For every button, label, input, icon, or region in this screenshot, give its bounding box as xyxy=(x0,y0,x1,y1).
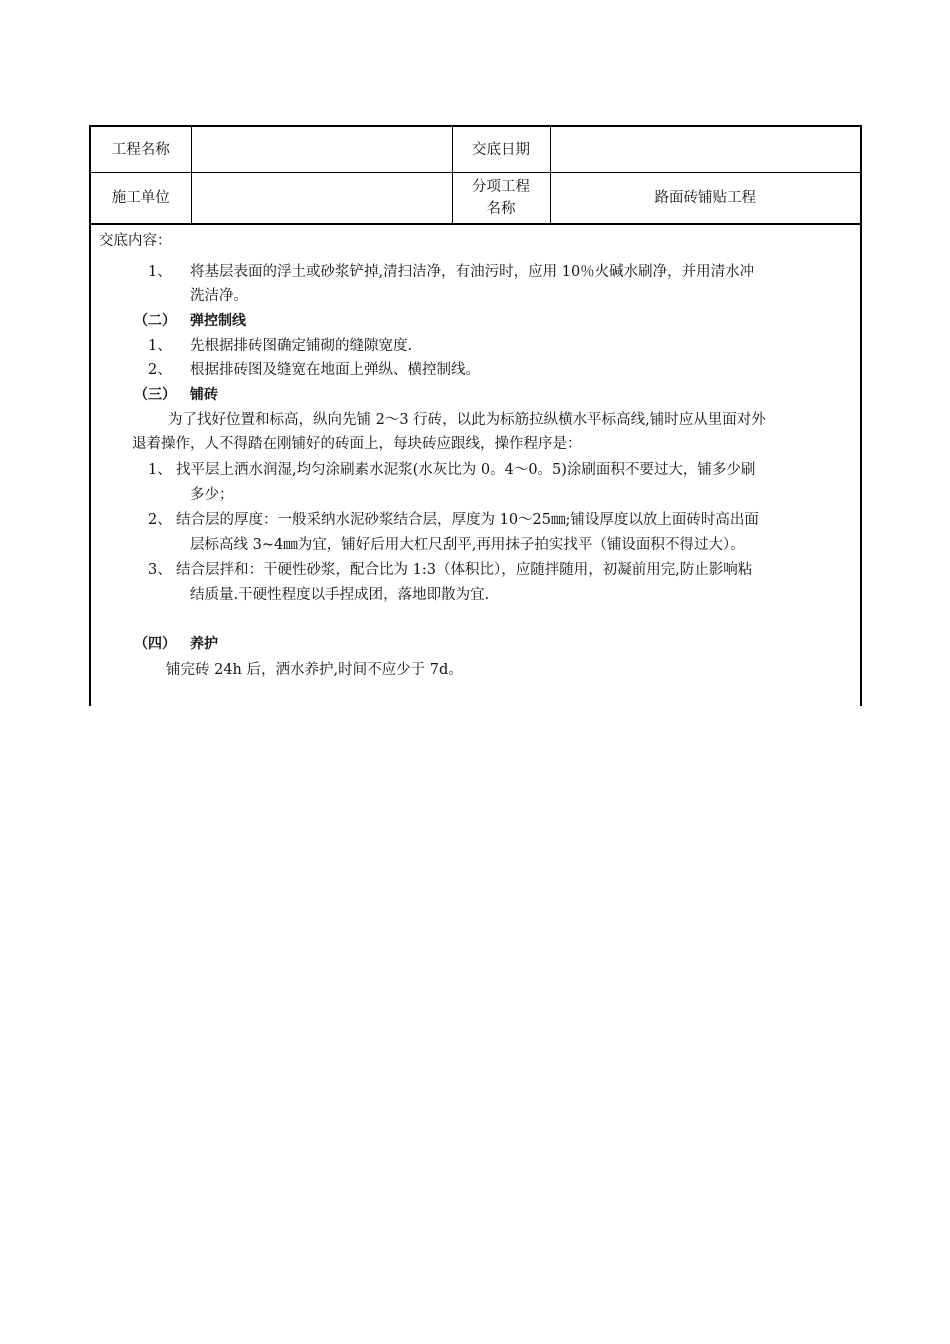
s3-intro-line1: 为了找好位置和标高，纵向先铺 2～3 行砖，以此为标筋拉纵横水平标高线,铺时应从里面对外 xyxy=(168,412,766,428)
s2-num: （二） xyxy=(134,313,176,329)
s2-item2: 根据排砖图及缝宽在地面上弹纵、横控制线。 xyxy=(190,362,480,378)
s3-num: （三） xyxy=(134,387,176,403)
content-heading: 交底内容： xyxy=(99,233,172,249)
s3-intro-line2: 退着操作，人不得踏在刚铺好的砖面上，每块砖应跟线，操作程序是： xyxy=(132,436,582,452)
s1-item1-num: 1、 xyxy=(148,264,172,280)
project-name-value xyxy=(191,126,452,173)
table-row xyxy=(90,173,861,225)
s3-item1-line1: 找平层上洒水润湿,均匀涂刷素水泥浆(水灰比为 0。4～0。5)涂刷面积不要过大，铺多少刷 xyxy=(176,462,756,478)
date-label: 交底日期 xyxy=(452,126,550,173)
s4-text: 铺完砖 24h 后，洒水养护,时间不应少于 7d。 xyxy=(166,662,463,678)
s3-item3-num: 3、 xyxy=(148,562,172,578)
sub-project-label-line1: 分项工程 xyxy=(472,179,530,195)
s2-item1-num: 1、 xyxy=(148,338,172,354)
unit-value xyxy=(191,173,452,225)
info-table xyxy=(89,125,862,225)
s3-item1-line2: 多少； xyxy=(190,487,234,503)
sub-project-label xyxy=(452,173,550,225)
sub-project-value: 路面砖铺贴工程 xyxy=(550,173,861,225)
s4-num: （四） xyxy=(134,636,176,652)
s1-item1-line2: 洗洁净。 xyxy=(190,288,248,304)
s3-item1-num: 1、 xyxy=(148,462,172,478)
s4-title: 养护 xyxy=(190,636,218,652)
s2-title: 弹控制线 xyxy=(190,313,246,329)
s3-item2-line1: 结合层的厚度：一般采纳水泥砂浆结合层，厚度为 10～25㎜;铺设厚度以放上面砖时高出面 xyxy=(176,512,759,528)
unit-label: 施工单位 xyxy=(90,173,191,225)
table-row xyxy=(90,126,861,173)
s2-item1: 先根据排砖图确定铺砌的缝隙宽度. xyxy=(190,338,413,354)
sub-project-label-line2: 名称 xyxy=(486,201,516,217)
date-value xyxy=(550,126,861,173)
project-name-label: 工程名称 xyxy=(90,126,191,173)
s3-title: 铺砖 xyxy=(190,387,218,403)
s2-item2-num: 2、 xyxy=(148,362,172,378)
s3-item2-line2: 层标高线 3~4㎜为宜，铺好后用大杠尺刮平,再用抹子拍实找平（铺设面积不得过大）。 xyxy=(190,537,745,553)
s1-item1-line1: 将基层表面的浮土或砂浆铲掉,清扫洁净，有油污时，应用 10％火碱水刷净，并用清水冲 xyxy=(190,264,755,280)
s3-item3-line1: 结合层拌和：干硬性砂浆，配合比为 1:3（体积比），应随拌随用，初凝前用完,防止影响粘 xyxy=(176,562,753,578)
s3-item3-line2: 结质量.干硬性程度以手捏成团，落地即散为宜. xyxy=(190,587,490,603)
s3-item2-num: 2、 xyxy=(148,512,172,528)
